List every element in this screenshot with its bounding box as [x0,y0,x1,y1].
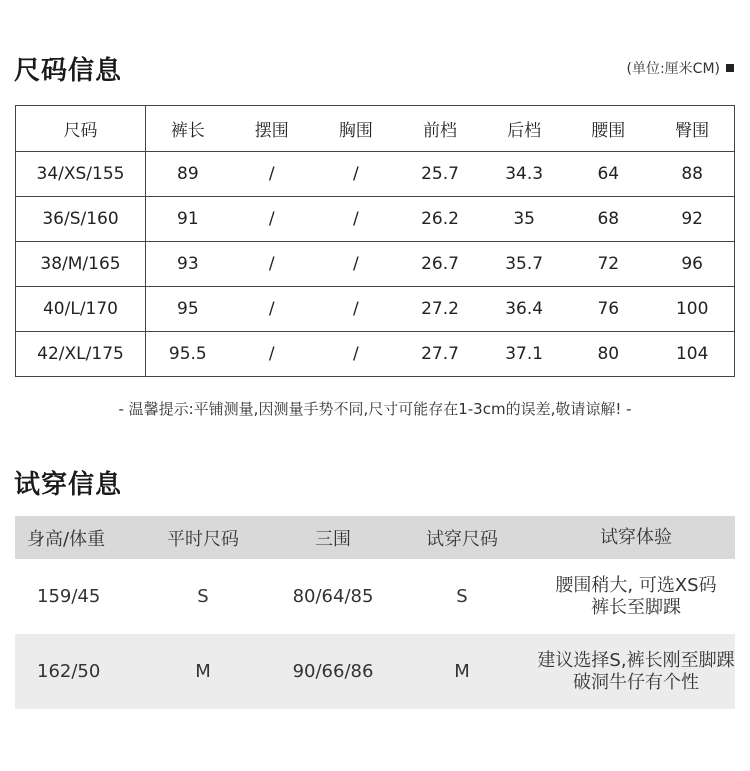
cell-hip: 88 [650,152,734,197]
cell-front-rise: 25.7 [398,152,482,197]
cell-length: 95 [146,287,230,332]
header-measurements: 三围 [315,528,351,550]
cell-measurements: 90/66/86 [292,661,374,682]
header-waist: 腰围 [566,106,650,152]
cell-experience [537,650,735,694]
header-hip: 臀围 [650,106,734,152]
size-table-header [16,106,735,152]
cell-chest: / [314,332,398,377]
fit-info-title: 试穿信息 [14,470,123,500]
cell-length: 93 [146,242,230,287]
measurement-tip: - 温馨提示:平铺测量,因测量手势不同,尺寸可能存在1-3cm的误差,敬请谅解! - [118,400,632,418]
cell-hip: 96 [650,242,734,287]
unit-note [627,58,735,78]
fit-table [15,516,735,709]
table-row [15,559,735,634]
cell-front-rise: 26.2 [398,197,482,242]
unit-note-text: (单位:厘米CM) [626,61,720,77]
cell-size: 38/M/165 [16,242,146,287]
cell-height-weight: 159/45 [37,586,101,607]
cell-back-rise: 35 [482,197,566,242]
cell-chest: / [314,197,398,242]
header-size: 尺码 [16,106,146,152]
square-icon [726,64,734,72]
cell-front-rise: 27.2 [398,287,482,332]
cell-size: 40/L/170 [16,287,146,332]
header-length: 裤长 [146,106,230,152]
cell-front-rise: 27.7 [398,332,482,377]
cell-size: 36/S/160 [16,197,146,242]
cell-back-rise: 37.1 [482,332,566,377]
table-row [16,287,735,332]
header-front-rise: 前档 [398,106,482,152]
cell-hip: 92 [650,197,734,242]
cell-hem: / [230,152,314,197]
experience-line-1: 建议选择S,裤长刚至脚踝 [537,649,735,671]
table-row [16,152,735,197]
cell-front-rise: 26.7 [398,242,482,287]
size-table [15,105,735,377]
cell-waist: 68 [566,197,650,242]
cell-length: 95.5 [146,332,230,377]
cell-usual-size: S [197,586,209,607]
cell-size: 42/XL/175 [16,332,146,377]
cell-waist: 72 [566,242,650,287]
header-tried-size: 试穿尺码 [426,528,498,550]
cell-chest: / [314,242,398,287]
cell-length: 91 [146,197,230,242]
cell-height-weight: 162/50 [37,661,101,682]
table-row [15,634,735,709]
experience-line-2: 破洞牛仔有个性 [573,671,699,693]
cell-waist: 76 [566,287,650,332]
table-row [16,332,735,377]
header-hem: 摆围 [230,106,314,152]
cell-waist: 64 [566,152,650,197]
cell-hem: / [230,332,314,377]
cell-hem: / [230,287,314,332]
cell-hem: / [230,242,314,287]
cell-back-rise: 36.4 [482,287,566,332]
cell-size: 34/XS/155 [16,152,146,197]
header-chest: 胸围 [314,106,398,152]
header-usual-size: 平时尺码 [167,528,239,550]
table-row [16,197,735,242]
cell-hem: / [230,197,314,242]
cell-tried-size: S [456,586,468,607]
cell-length: 89 [146,152,230,197]
cell-experience [537,575,735,619]
fit-table-header [15,516,735,559]
table-row [16,242,735,287]
cell-waist: 80 [566,332,650,377]
header-experience: 试穿体验 [600,526,672,548]
cell-chest: / [314,287,398,332]
size-info-title: 尺码信息 [14,56,123,86]
experience-line-2: 裤长至脚踝 [591,596,681,618]
header-back-rise: 后档 [482,106,566,152]
experience-line-1: 腰围稍大, 可选XS码 [555,574,717,596]
cell-back-rise: 34.3 [482,152,566,197]
header-height-weight: 身高/体重 [27,528,106,550]
cell-hip: 104 [650,332,734,377]
cell-measurements: 80/64/85 [292,586,374,607]
cell-chest: / [314,152,398,197]
cell-hip: 100 [650,287,734,332]
cell-back-rise: 35.7 [482,242,566,287]
cell-tried-size: M [454,661,470,682]
cell-usual-size: M [195,661,211,682]
